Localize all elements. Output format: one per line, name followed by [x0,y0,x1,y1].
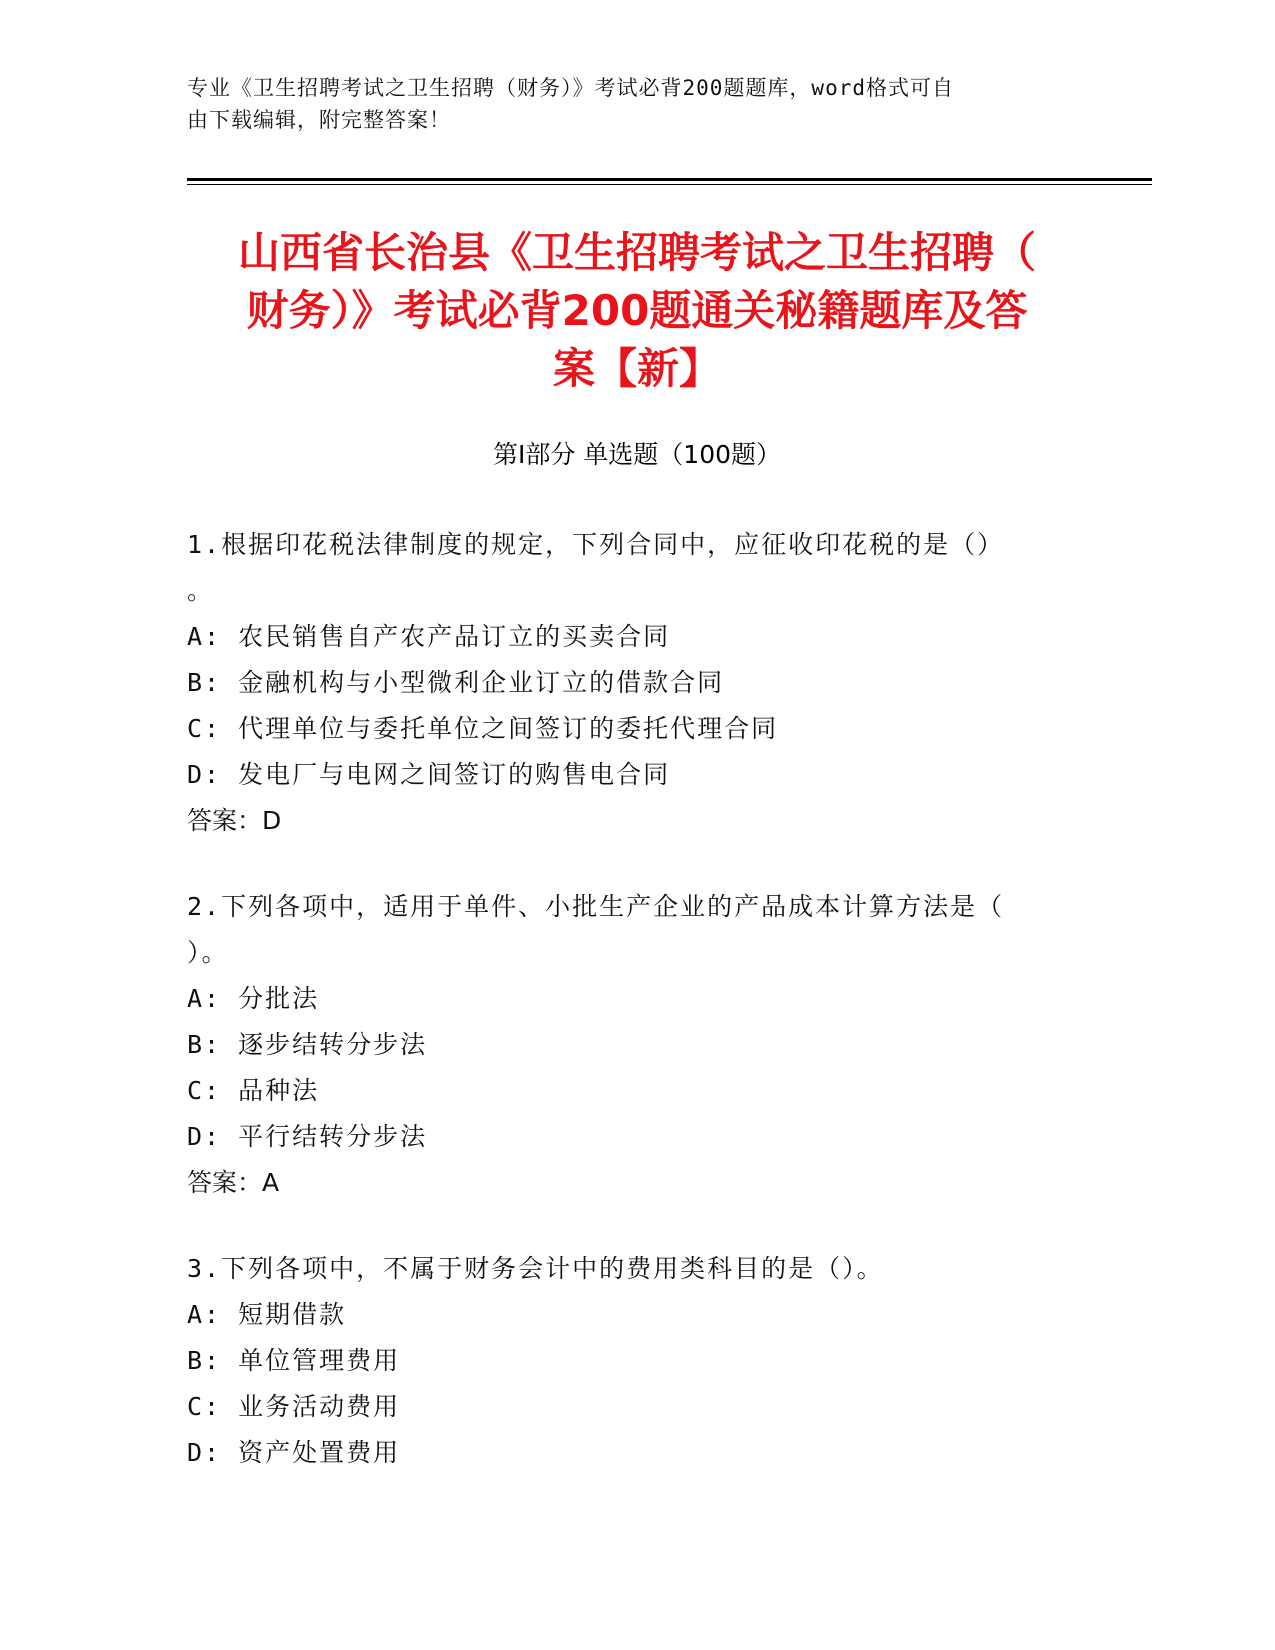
question-stem-line-1: 2.下列各项中，适用于单件、小批生产企业的产品成本计算方法是（ [187,892,1005,921]
option-d: D: 发电厂与电网之间签订的购售电合同 [187,760,671,789]
title-line-2: 财务）》考试必背200题通关秘籍题库及答 [246,286,1028,335]
option-d: D: 资产处置费用 [187,1438,401,1467]
question-stem-line-1: 3.下列各项中，不属于财务会计中的费用类科目的是（）。 [187,1254,884,1283]
option-d: D: 平行结转分步法 [187,1122,428,1151]
option-b: B: 金融机构与小型微利企业订立的借款合同 [187,668,725,697]
title-line-1: 山西省长治县《卫生招聘考试之卫生招聘（ [237,228,1036,277]
header-note-line-1: 专业《卫生招聘考试之卫生招聘（财务）》考试必背200题题库，word格式可自 [187,76,954,100]
option-c: C: 品种法 [187,1076,320,1105]
section-heading: 第I部分 单选题（100题） [492,440,782,469]
header-divider-thick [187,178,1152,181]
question-3 [187,1246,1067,1476]
question-stem-line-2: 。 [187,576,215,605]
document-title [187,224,1087,398]
option-a: A: 分批法 [187,984,320,1013]
question-stem-line-2: ）。 [187,938,229,967]
header-divider-thin [187,184,1152,185]
header-note-line-2: 由下载编辑，附完整答案！ [187,108,451,132]
header-note [187,72,1087,136]
option-c: C: 业务活动费用 [187,1392,401,1421]
option-c: C: 代理单位与委托单位之间签订的委托代理合同 [187,714,779,743]
question-2 [187,884,1067,1206]
answer: 答案：A [187,1168,280,1197]
option-a: A: 短期借款 [187,1300,347,1329]
option-b: B: 单位管理费用 [187,1346,401,1375]
answer: 答案：D [187,806,282,835]
option-a: A: 农民销售自产农产品订立的买卖合同 [187,622,671,651]
option-b: B: 逐步结转分步法 [187,1030,428,1059]
title-line-3: 案【新】 [552,344,721,393]
question-1 [187,522,1067,844]
question-stem-line-1: 1.根据印花税法律制度的规定，下列合同中，应征收印花税的是（） [187,530,1005,559]
